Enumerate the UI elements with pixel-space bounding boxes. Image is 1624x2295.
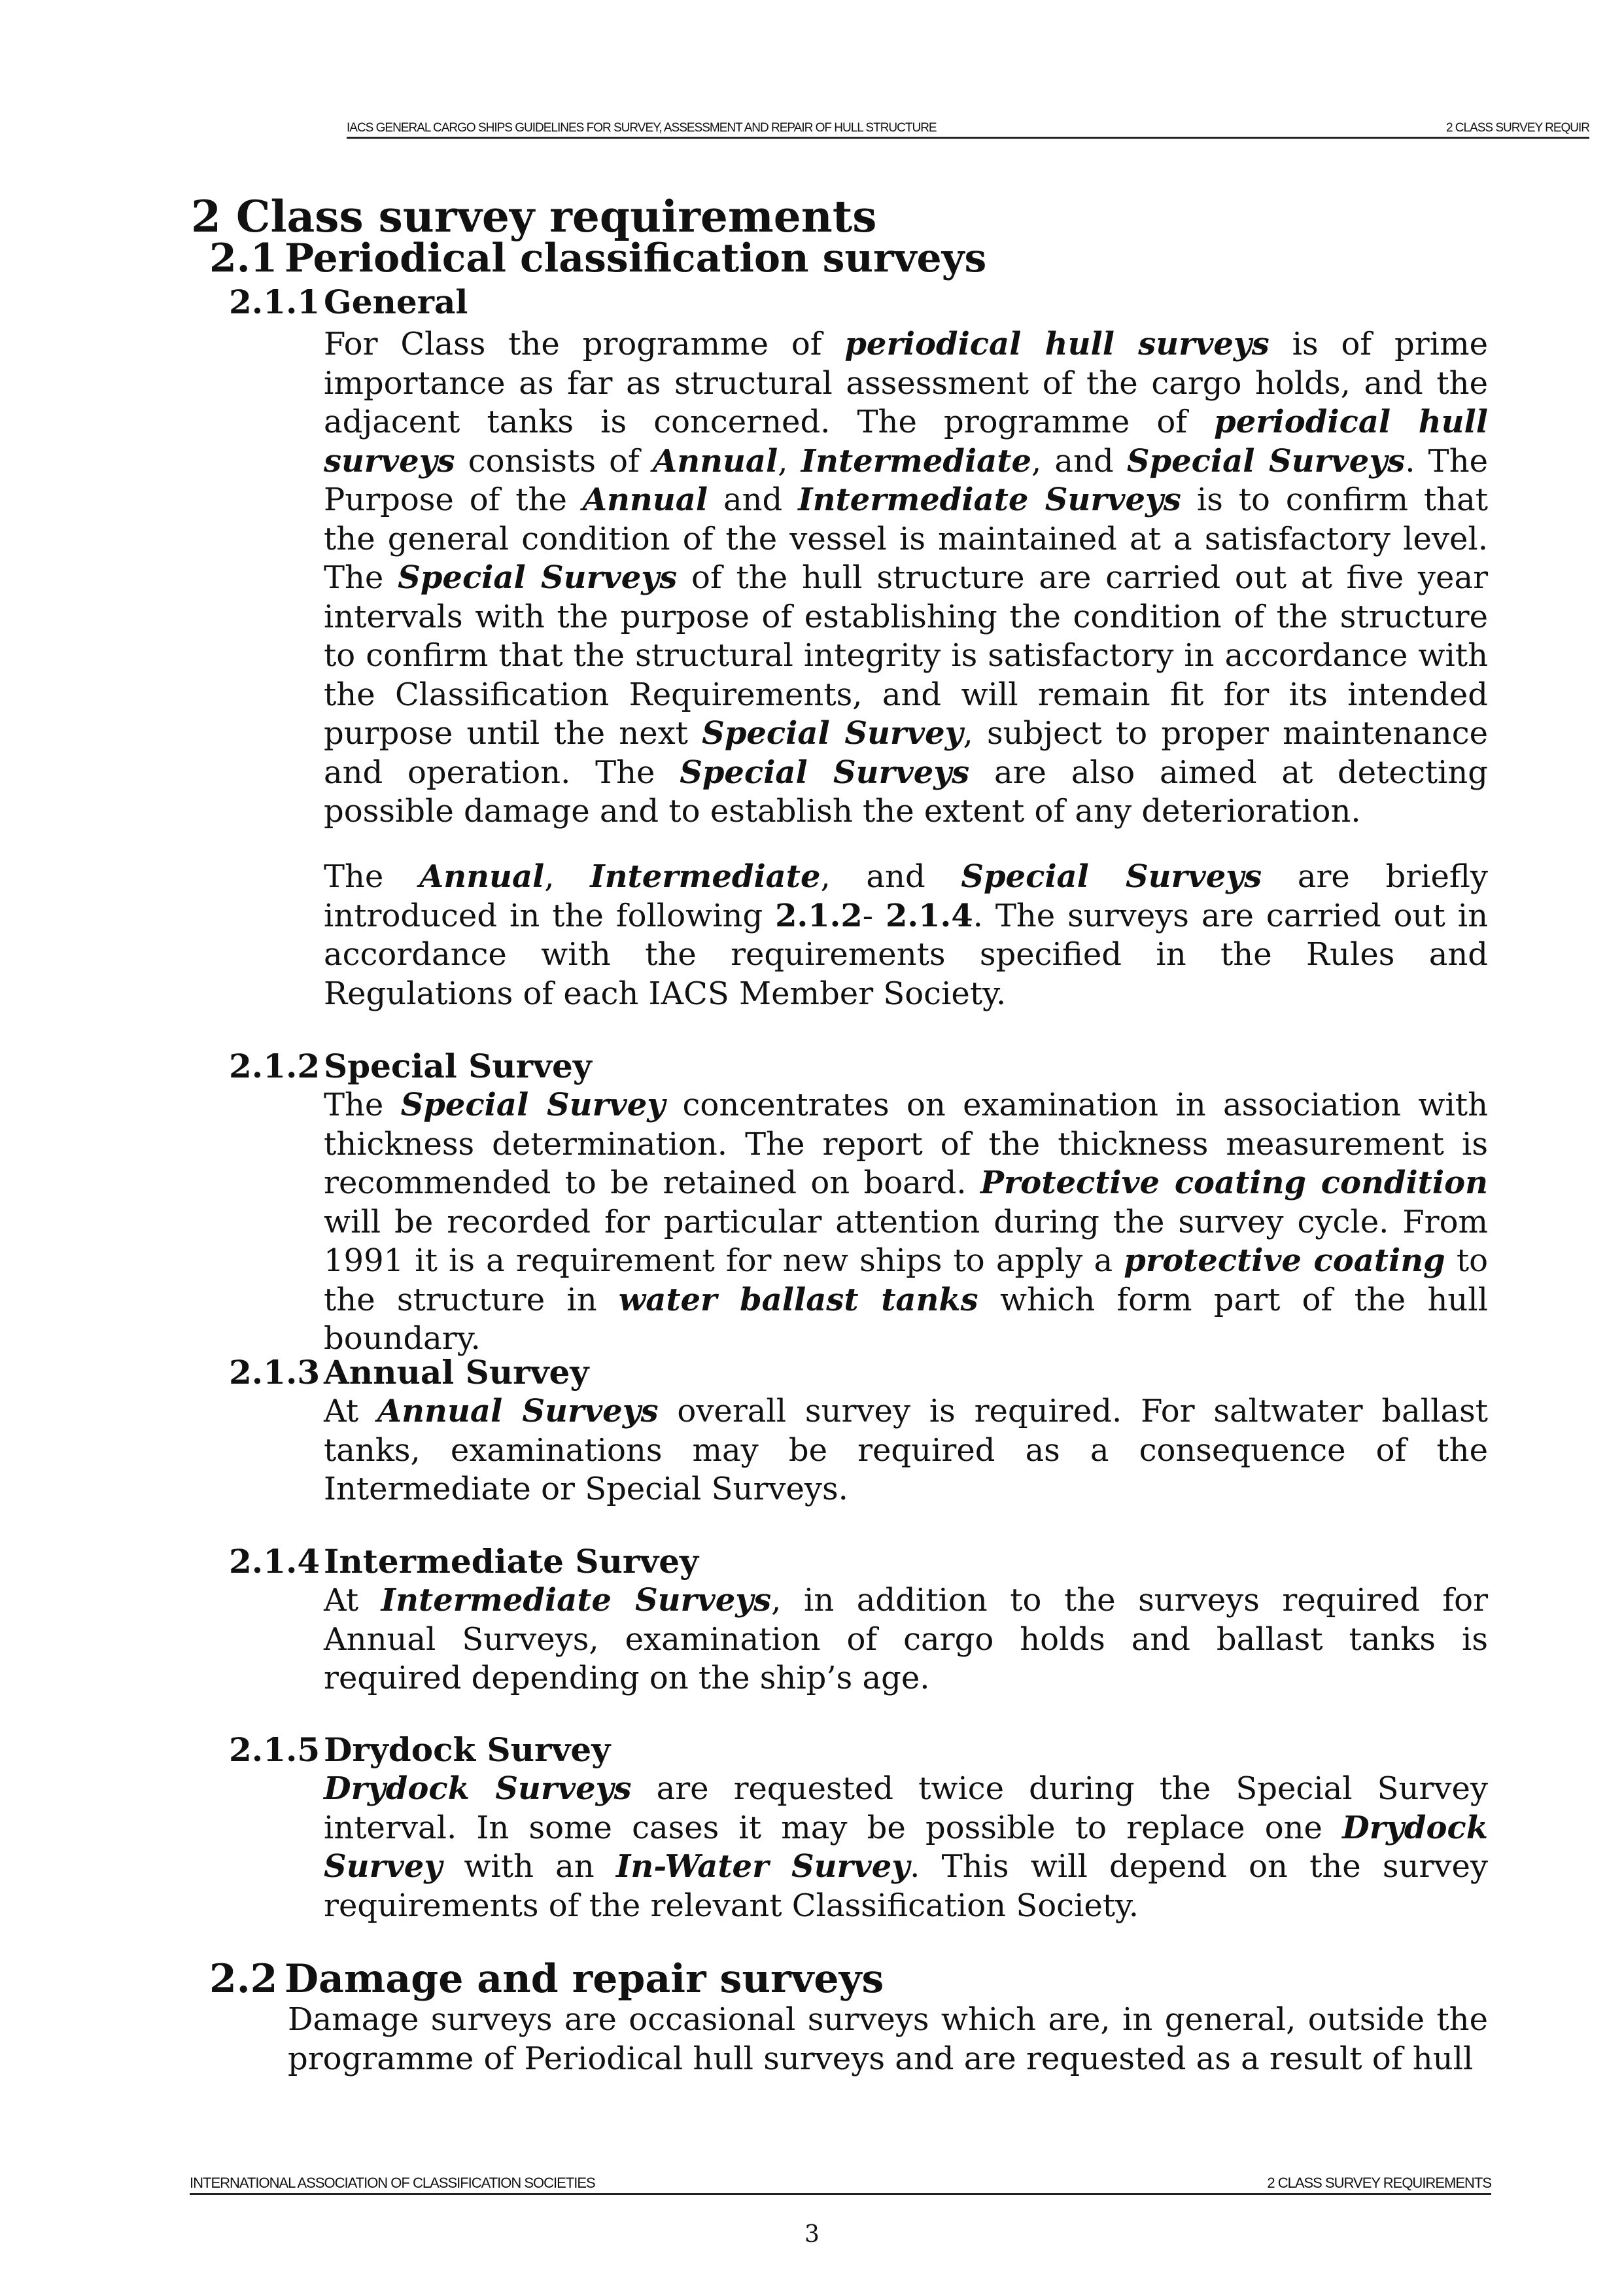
subsection-title: Special Survey — [324, 1047, 592, 1085]
footer-right: 2 CLASS SURVEY REQUIREMENTS — [1267, 2175, 1491, 2191]
section-title: Damage and repair surveys — [285, 1956, 884, 2002]
page-footer — [190, 2172, 1491, 2195]
subsection-title: General — [324, 283, 468, 321]
subsection-2-1-5-heading — [229, 1730, 610, 1769]
paragraph-intermediate-survey: At Intermediate Surveys, in addition to the surveys required for Annual Surveys, examination of cargo holds and ballast tanks is required depending on the ship’s age. — [324, 1582, 1489, 1696]
section-number: 2.1 — [209, 236, 278, 281]
running-header — [347, 114, 1589, 139]
paragraph-annual-survey: At Annual Surveys overall survey is required. For saltwater ballast tanks, examinations may be required as a consequence of the Intermediate or Special Surveys. — [324, 1393, 1488, 1507]
section-title: Periodical classification surveys — [285, 236, 987, 281]
footer-left: INTERNATIONAL ASSOCIATION OF CLASSIFICATION SOCIETIES — [190, 2175, 595, 2191]
subsection-2-1-3-heading — [229, 1353, 589, 1392]
section-2-2-heading — [209, 1956, 884, 2002]
subsection-number: 2.1.4 — [229, 1542, 320, 1581]
page-number: 3 — [804, 2221, 820, 2248]
subsection-2-1-4-heading — [229, 1542, 699, 1581]
subsection-number: 2.1.5 — [229, 1730, 320, 1769]
running-header-right: 2 CLASS SURVEY REQUIR — [1445, 121, 1589, 135]
section-number: 2.2 — [209, 1956, 278, 2002]
subsection-number: 2.1.3 — [229, 1353, 320, 1392]
chapter-heading — [191, 191, 876, 242]
subsection-number: 2.1.2 — [229, 1047, 320, 1085]
subsection-number: 2.1.1 — [229, 283, 320, 321]
paragraph-general-1: For Class the programme of periodical hull surveys is of prime importance as far as structural assessment of the cargo holds, and the adjacent tanks is concerned. The programme of periodical hull surveys consists of Annual, Intermediate, and Special Surveys. The Purpose of the Annual and Intermediate Surveys is to confirm that the general condition of the vessel is maintained at a satisfactory level. The Special Surveys of the hull structure are carried out at five year intervals with the purpose of establishing the condition of the structure to confirm that the structural integrity is satisfactory in accordance with the Classification Requirements, and will remain fit for its intended purpose until the next Special Survey, subject to proper maintenance and operation. The Special Surveys are also aimed at detecting possible damage and to establish the extent of any deterioration. — [324, 326, 1489, 830]
subsection-2-1-2-heading — [229, 1047, 592, 1085]
subsection-title: Drydock Survey — [324, 1730, 611, 1769]
paragraph-general-2: The Annual, Intermediate, and Special Surveys are briefly introduced in the following 2.1.2- 2.1.4. The surveys are carried out in accordance with the requirements specified in the Rules and Regulations of each IACS Member Society. — [324, 858, 1489, 1012]
subsection-2-1-1-heading — [229, 283, 468, 321]
paragraph-special-survey: The Special Survey concentrates on examination in association with thickness determination. The report of the thickness measurement is recommended to be retained on board. Protective coating condition will be recorded for particular attention during the survey cycle. From 1991 it is a requirement for new ships to apply a protective coating to the structure in water ballast tanks which form part of the hull boundary. — [324, 1087, 1489, 1357]
running-header-left: IACS GENERAL CARGO SHIPS GUIDELINES FOR SURVEY, ASSESSMENT AND REPAIR OF HULL STRUCTURE — [347, 121, 937, 135]
paragraph-damage-surveys: Damage surveys are occasional surveys which are, in general, outside the programme of Periodical hull surveys and are requested as a result of hull — [288, 2001, 1488, 2077]
section-2-1-heading — [209, 236, 986, 281]
subsection-title: Annual Survey — [324, 1353, 589, 1392]
paragraph-drydock-survey: Drydock Surveys are requested twice during the Special Survey interval. In some cases it may be possible to replace one Drydock Survey with an In-Water Survey. This will depend on the survey requirements of the relevant Classification Society. — [324, 1770, 1488, 1924]
chapter-title: Class survey requirements — [235, 191, 877, 242]
subsection-title: Intermediate Survey — [324, 1542, 699, 1581]
chapter-number: 2 — [191, 191, 221, 242]
